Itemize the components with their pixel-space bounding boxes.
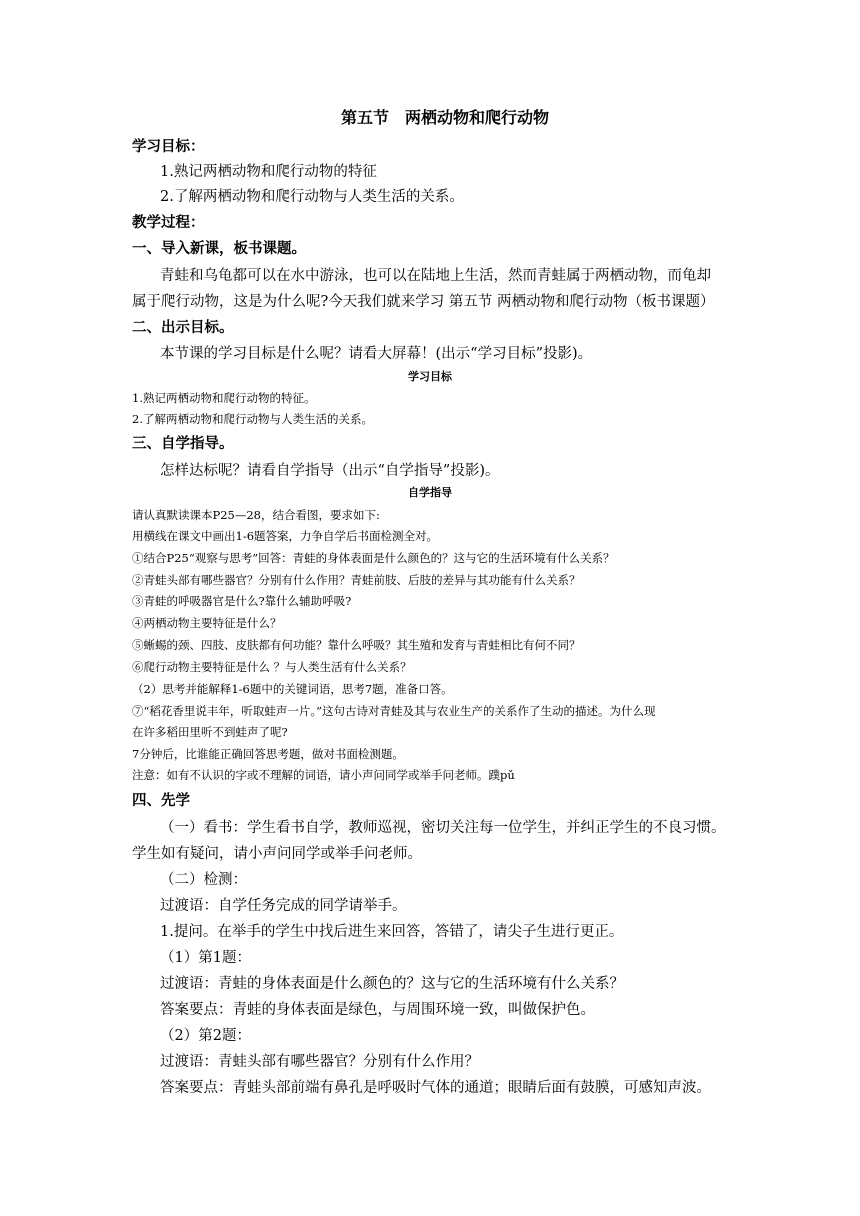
box-line: 7分钟后，比谁能正确回答思考题，做对书面检测题。 xyxy=(132,747,404,761)
paragraph-line: 过渡语：青蛙头部有哪些器官？分别有什么作用？ xyxy=(160,1054,479,1070)
box-line: 注意：如有不认识的字或不理解的词语，请小声问同学或举手问老师。蹼pǔ xyxy=(132,768,515,782)
box-line: ④两栖动物主要特征是什么？ xyxy=(132,616,282,630)
box-line: 请认真默读课本P25—28，结合看图，要求如下: xyxy=(132,508,380,522)
process-label: 教学过程： xyxy=(132,215,205,231)
box-line: （2）思考并能解释1-6题中的关键词语，思考7题，准备口答。 xyxy=(132,682,453,696)
goal-item: 1.熟记两栖动物和爬行动物的特征 xyxy=(160,164,377,180)
box-line: ②青蛙头部有哪些器官？分别有什么作用？青蛙前肢、后肢的差异与其功能有什么关系？ xyxy=(132,573,581,587)
box-line: 在许多稻田里听不到蛙声了呢? xyxy=(132,725,288,739)
paragraph-line: 本节课的学习目标是什么呢？请看大屏幕！(出示“学习目标”投影)。 xyxy=(160,346,593,362)
paragraph-line: 过渡语：自学任务完成的同学请举手。 xyxy=(160,898,407,914)
goals-label: 学习目标： xyxy=(132,139,205,155)
box-title: 学习目标 xyxy=(408,370,452,383)
section-heading: 二、出示目标。 xyxy=(132,320,234,336)
paragraph-line: （2）第2题： xyxy=(160,1028,251,1044)
box-line: 用横线在课文中画出1-6题答案，力争自学后书面检测全对。 xyxy=(132,529,439,543)
box-line: ⑦“稻花香里说丰年，听取蛙声一片。”这句古诗对青蛙及其与农业生产的关系作了生动的描述。为什么现 xyxy=(132,704,656,718)
box-title: 自学指导 xyxy=(408,486,452,499)
box-line: ⑤蜥蜴的颈、四肢、皮肤都有何功能？靠什么呼吸？其生殖和发育与青蛙相比有何不同？ xyxy=(132,638,581,652)
paragraph-line: 1.提问。在举手的学生中找后进生来回答，答错了，请尖子生进行更正。 xyxy=(160,924,624,940)
box-line: ③青蛙的呼吸器官是什么?靠什么辅助呼吸? xyxy=(132,594,352,608)
paragraph-line: 属于爬行动物，这是为什么呢?今天我们就来学习 第五节 两栖动物和爬行动物（板书课题） xyxy=(132,294,715,310)
paragraph-line: 怎样达标呢？请看自学指导（出示“自学指导”投影)。 xyxy=(160,463,500,479)
box-line: 1.熟记两栖动物和爬行动物的特征。 xyxy=(132,391,316,405)
paragraph-line: （1）第1题： xyxy=(160,950,251,966)
section-heading: 一、导入新课，板书课题。 xyxy=(132,241,306,257)
paragraph-line: （一）看书：学生看书自学，教师巡视，密切关注每一位学生，并纠正学生的不良习惯。 xyxy=(160,820,726,836)
paragraph-line: 学生如有疑问，请小声问同学或举手问老师。 xyxy=(132,846,422,862)
paragraph-line: 答案要点：青蛙头部前端有鼻孔是呼吸时气体的通道；眼睛后面有鼓膜，可感知声波。 xyxy=(160,1080,711,1096)
paragraph-line: 青蛙和乌龟都可以在水中游泳，也可以在陆地上生活，然而青蛙属于两栖动物，而龟却 xyxy=(160,268,711,284)
page-title: 第五节 两栖动物和爬行动物 xyxy=(340,108,549,127)
goal-item: 2.了解两栖动物和爬行动物与人类生活的关系。 xyxy=(160,189,464,205)
section-heading: 三、自学指导。 xyxy=(132,436,234,452)
paragraph-line: （二）检测： xyxy=(160,872,247,888)
box-line: ⑥爬行动物主要特征是什么 ？与人类生活有什么关系？ xyxy=(132,660,412,674)
section-heading: 四、先学 xyxy=(132,793,190,809)
box-line: ①结合P25“观察与思考”回答：青蛙的身体表面是什么颜色的？这与它的生活环境有什么关系？ xyxy=(132,551,615,565)
paragraph-line: 过渡语：青蛙的身体表面是什么颜色的？这与它的生活环境有什么关系？ xyxy=(160,976,624,992)
paragraph-line: 答案要点：青蛙的身体表面是绿色，与周围环境一致，叫做保护色。 xyxy=(160,1002,595,1018)
box-line: 2.了解两栖动物和爬行动物与人类生活的关系。 xyxy=(132,412,373,426)
